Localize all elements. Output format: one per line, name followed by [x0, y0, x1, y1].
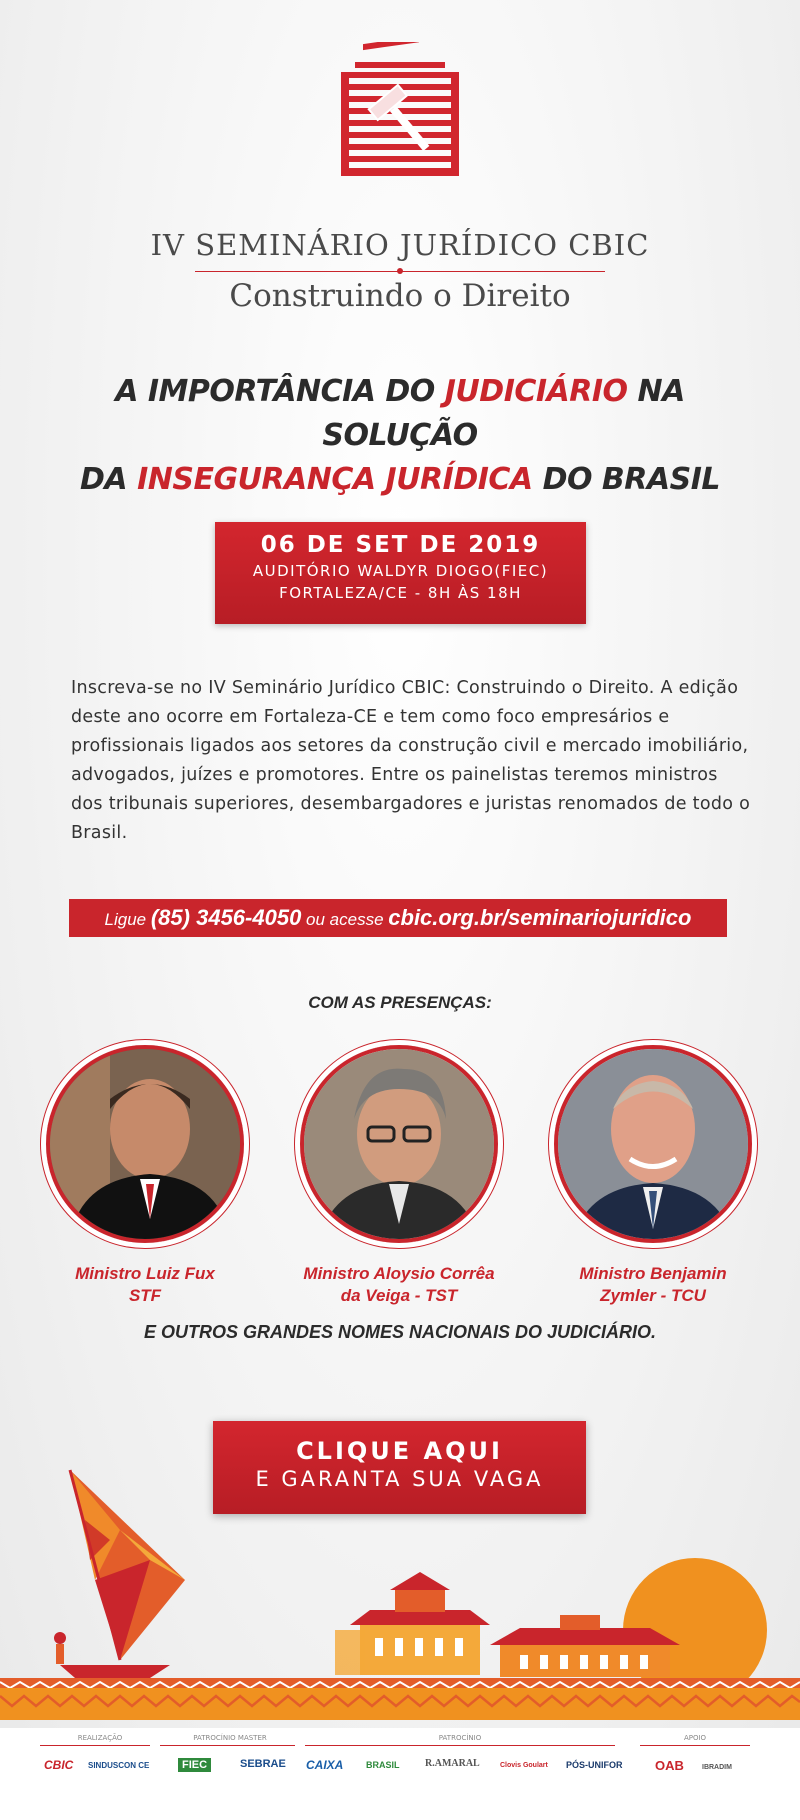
logo-oab: OAB — [655, 1758, 684, 1773]
jangada-sail-icon — [54, 1470, 185, 1678]
portrait-icon — [304, 1049, 494, 1239]
contact-prefix: Ligue — [104, 910, 151, 929]
logo-sinduscon: SINDUSCON CE — [88, 1761, 150, 1770]
speaker-card — [294, 1045, 504, 1307]
speaker-name — [40, 1263, 250, 1307]
speaker-name — [294, 1263, 504, 1307]
logo-sebrae: SEBRAE — [240, 1758, 286, 1770]
group-label: APOIO — [683, 1734, 707, 1742]
contact-middle: ou acesse — [301, 910, 389, 929]
intro-paragraph: Inscreva-se no IV Seminário Jurídico CBIC: Construindo o Direito. A edição deste ano ocorre em Fortaleza-CE e tem como foco empresários e profissionais ligados aos setores da construção civil e mercado imobiliário, advogados, juízes e promotores. Entre os painelistas teremos ministros dos tribunais superiores, desembargadores e juristas renomados de todo o Brasil. — [71, 678, 751, 843]
speaker-name — [548, 1263, 758, 1307]
portrait-icon — [558, 1049, 748, 1239]
speaker-card — [40, 1045, 250, 1307]
cta-line2: E GARANTA SUA VAGA — [255, 1467, 544, 1491]
contact-bar[interactable] — [69, 899, 727, 937]
headline-highlight: INSEGURANÇA JURÍDICA — [137, 462, 533, 497]
cbic-building-gavel-logo — [335, 42, 465, 187]
event-location: FORTALEZA/CE - 8H ÀS 18H — [279, 584, 522, 602]
event-venue: AUDITÓRIO WALDYR DIOGO(FIEC) — [252, 562, 549, 580]
speaker-card — [548, 1045, 758, 1307]
cta-line1: CLIQUE AQUI — [296, 1437, 503, 1465]
title-divider-dot — [397, 268, 403, 274]
headline-part: DA — [80, 462, 138, 497]
group-rule — [40, 1745, 150, 1746]
group-label: REALIZAÇÃO — [77, 1734, 123, 1742]
headline-highlight: JUDICIÁRIO — [444, 374, 628, 409]
speaker-photo — [554, 1045, 752, 1243]
event-title: IV SEMINÁRIO JURÍDICO CBIC — [150, 228, 650, 262]
headline-part: DO BRASIL — [532, 462, 720, 497]
logo-ramaral: R.AMARAL — [425, 1758, 480, 1769]
speaker-photo — [46, 1045, 244, 1243]
speaker-name-line: Ministro Benjamin — [579, 1264, 727, 1283]
group-label: PATROCÍNIO MASTER — [193, 1734, 267, 1742]
logo-ibradim: IBRADIM — [702, 1764, 732, 1771]
group-label: PATROCÍNIO — [438, 1734, 482, 1742]
speaker-court: Zymler - TCU — [600, 1286, 706, 1305]
group-rule — [305, 1745, 615, 1746]
others-text: E OUTROS GRANDES NOMES NACIONAIS DO JUDICIÁRIO. — [143, 1322, 657, 1342]
group-rule — [640, 1745, 750, 1746]
portrait-icon — [50, 1049, 240, 1239]
logo-unifor: PÓS-UNIFOR — [566, 1760, 623, 1770]
cta-register-button[interactable] — [213, 1421, 586, 1514]
speaker-name-line: Ministro Luiz Fux — [75, 1264, 215, 1283]
logo-caixa: CAIXA — [306, 1758, 344, 1772]
logo-cbic: CBIC — [44, 1758, 74, 1772]
headline — [40, 370, 760, 502]
contact-phone-link[interactable]: (85) 3456-4050 — [150, 905, 302, 930]
logo-clovis: Clovis Goulart — [500, 1762, 548, 1769]
speaker-name-line: Ministro Aloysio Corrêa — [303, 1264, 495, 1283]
group-rule — [160, 1745, 295, 1746]
logo-fiec: FIEC — [178, 1758, 211, 1772]
presencas-heading: COM AS PRESENÇAS: — [308, 993, 492, 1012]
event-date: 06 DE SET DE 2019 — [260, 532, 541, 558]
headline-part: NA SOLUÇÃO — [322, 374, 685, 453]
speaker-court: da Veiga - TST — [340, 1286, 458, 1305]
sponsors-footer — [0, 1728, 800, 1820]
contact-url-link[interactable]: cbic.org.br/seminariojuridico — [388, 905, 692, 930]
speaker-photo — [300, 1045, 498, 1243]
logo-brasil: BRASIL — [366, 1760, 400, 1770]
headline-part: A IMPORTÂNCIA DO — [115, 374, 445, 409]
event-date-box — [215, 522, 586, 624]
speaker-court: STF — [128, 1286, 162, 1305]
event-subtitle: Construindo o Direito — [229, 278, 571, 314]
